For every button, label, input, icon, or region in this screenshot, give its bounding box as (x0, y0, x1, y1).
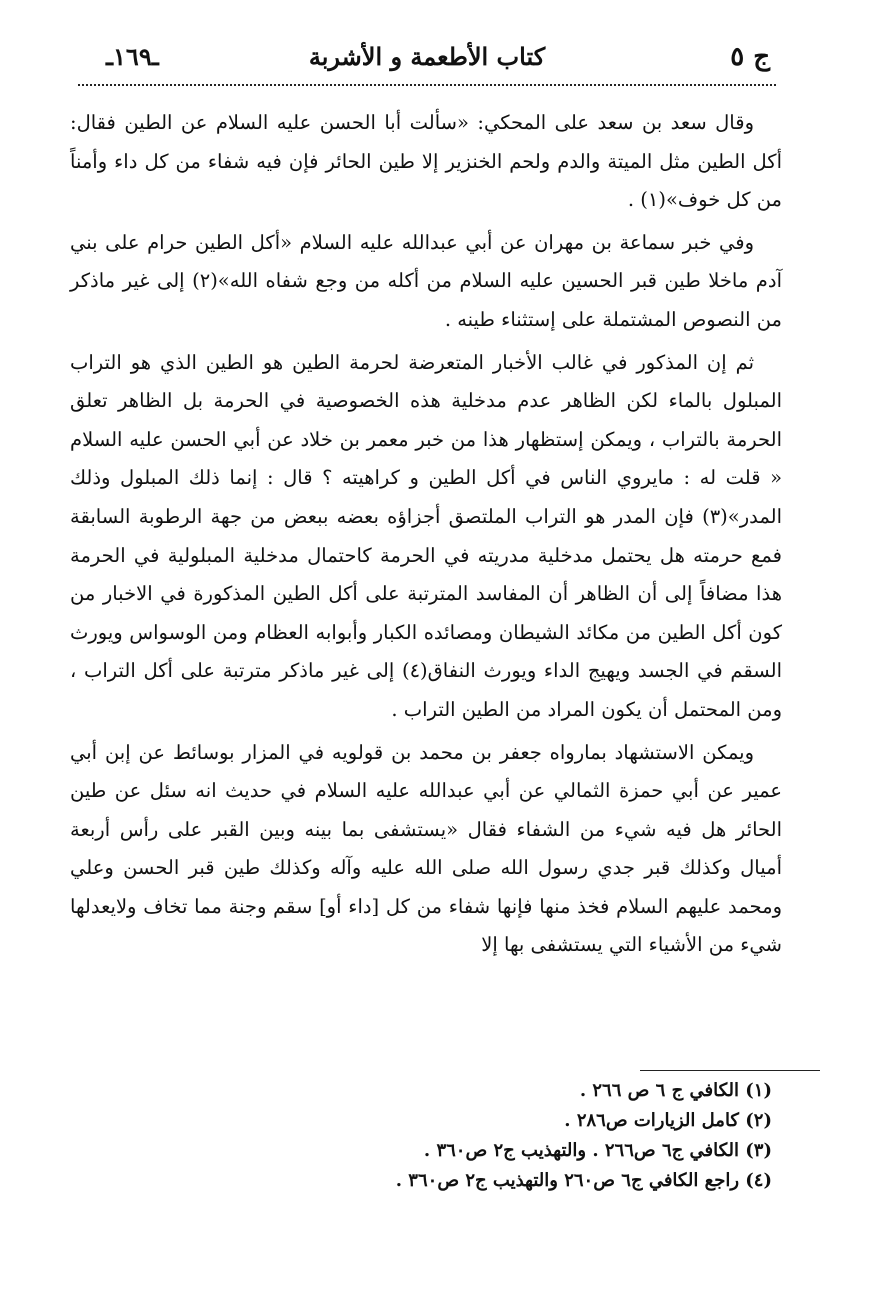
paragraph: وقال سعد بن سعد على المحكي: «سألت أبا الحسن عليه السلام عن الطين فقال: أكل الطين مثل الميتة والدم ولحم الخنزير إلا طين الحائر فإن فيه شفاء من كل داء وأمناً من كل خوف»(١) . (70, 111, 782, 212)
footnote: (١) الكافي ج ٦ ص ٢٦٦ . (579, 1080, 772, 1101)
paragraph: ويمكن الاستشهاد بمارواه جعفر بن محمد بن قولويه في المزار بوسائط عن إبن أبي عمير عن أبي حمزة الثمالي عن أبي عبدالله عليه السلام في حديث انه سئل عن طين الحائر هل فيه شيء من الشفاء فقال «يستشفى بما بينه وبين القبر على رأس أربعة أميال وكذلك قبر جدي رسول الله صلى الله عليه وآله وكذلك طين قبر الحسن وعلي ومحمد عليهم السلام فخذ منها فإنها شفاء من كل [داء أو] سقم وجنة مما تخاف ولايعدلها شيء من الأشياء التي يستشفى بها إلا (70, 740, 782, 957)
page-number: ـ١٦٩ـ (106, 42, 159, 71)
page-header (78, 40, 776, 86)
volume-label: ج ٥ (730, 42, 770, 72)
footnote-separator (640, 1070, 820, 1071)
footnote: (٤) راجع الكافي ج٦ ص٢٦٠ والتهذيب ج٢ ص٣٦٠ . (395, 1170, 772, 1191)
main-text (70, 104, 782, 965)
paragraph: ثم إن المذكور في غالب الأخبار المتعرضة لحرمة الطين هو الطين الذي هو التراب المبلول بالماء لكن الظاهر عدم مدخلية هذه الخصوصية في الحرمة بل الظاهر تعلق الحرمة بالتراب ، ويمكن إستظهار هذا من خبر معمر بن خلاد عن أبي الحسن عليه السلام « قلت له : مايروي الناس في أكل الطين و كراهيته ؟ قال : إنما ذلك المبلول وذلك المدر»(٣) فإن المدر هو التراب الملتصق أجزاؤه بعضه ببعض من جهة الرطوبة السابقة فمع حرمته هل يحتمل مدخلية مدريته في الحرمة كاحتمال مدخلية المبلولية في الحرمة هذا مضافاً إلى أن الظاهر أن المفاسد المترتبة على أكل الطين المذكورة في الاخبار من كون أكل الطين من مكائد الشيطان ومصائده الكبار وأبوابه العظام ومن الوسواس ويورث السقم في الجسد ويهيج الداء ويورث النفاق(٤) إلى غير ماذكر مترتبة على أكل التراب ، ومن المحتمل أن يكون المراد من الطين التراب . (70, 350, 782, 721)
footnote: (٢) كامل الزيارات ص٢٨٦ . (564, 1110, 772, 1131)
footnotes (200, 1076, 772, 1196)
paragraph: وفي خبر سماعة بن مهران عن أبي عبدالله عليه السلام «أكل الطين حرام على بني آدم ماخلا طين قبر الحسين عليه السلام من أكله من وجع شفاه الله»(٢) إلى غير ماذكر من النصوص المشتملة على إستثناء طينه . (70, 230, 782, 331)
header-dotted-rule (78, 84, 776, 86)
book-title: كتاب الأطعمة و الأشربة (308, 42, 546, 71)
footnote: (٣) الكافي ج٦ ص٢٦٦ . والتهذيب ج٢ ص٣٦٠ . (423, 1140, 772, 1161)
